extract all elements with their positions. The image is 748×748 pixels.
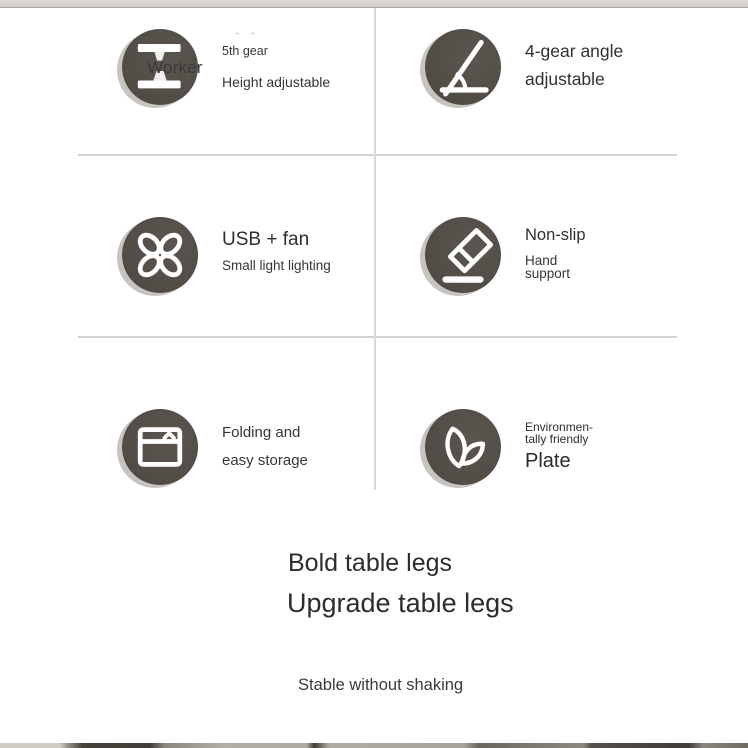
- feature-card-eco-plate: [374, 337, 677, 530]
- heading-bold-table-legs: Bold table legs: [288, 549, 453, 577]
- overlay-word-worker: Worker: [147, 58, 203, 77]
- feature-text-large: USB + fan: [222, 229, 310, 250]
- feature-card-height-adjustable: [78, 8, 374, 154]
- feature-text-small: tally friendly: [525, 432, 589, 446]
- feature-card-non-slip: [374, 155, 677, 336]
- bottom-section-edge: [0, 743, 748, 748]
- angle-icon: [425, 29, 501, 105]
- top-section-edge: [0, 0, 748, 8]
- feature-text: Folding and: [222, 424, 301, 441]
- feature-text-large: 4-gear angle: [525, 41, 624, 61]
- feature-text: Height adjustable: [222, 74, 331, 90]
- feature-text-large: Non-slip: [525, 226, 586, 244]
- feature-card-angle-adjustable: [374, 8, 677, 154]
- feature-text-small: support: [525, 266, 571, 281]
- caption-stable: Stable without shaking: [298, 676, 464, 694]
- folding-table-icon: [122, 409, 198, 485]
- feature-text-large: adjustable: [525, 69, 605, 89]
- feature-card-folding: [78, 337, 374, 530]
- eraser-icon: [425, 217, 501, 293]
- feature-text-large: Plate: [525, 450, 571, 472]
- feature-text-small: 5th gear: [222, 44, 268, 58]
- feature-card-usb-fan: [78, 155, 374, 336]
- heading-upgrade-table-legs: Upgrade table legs: [287, 588, 514, 618]
- fan-icon: [122, 217, 198, 293]
- feature-text-small: Small light lighting: [222, 258, 331, 273]
- erased-text-artifact: - -: [236, 28, 260, 38]
- leaf-icon: [425, 409, 501, 485]
- feature-text-small: Environmen-: [525, 420, 594, 434]
- feature-text: easy storage: [222, 452, 308, 469]
- feature-text-small: Hand: [525, 253, 558, 268]
